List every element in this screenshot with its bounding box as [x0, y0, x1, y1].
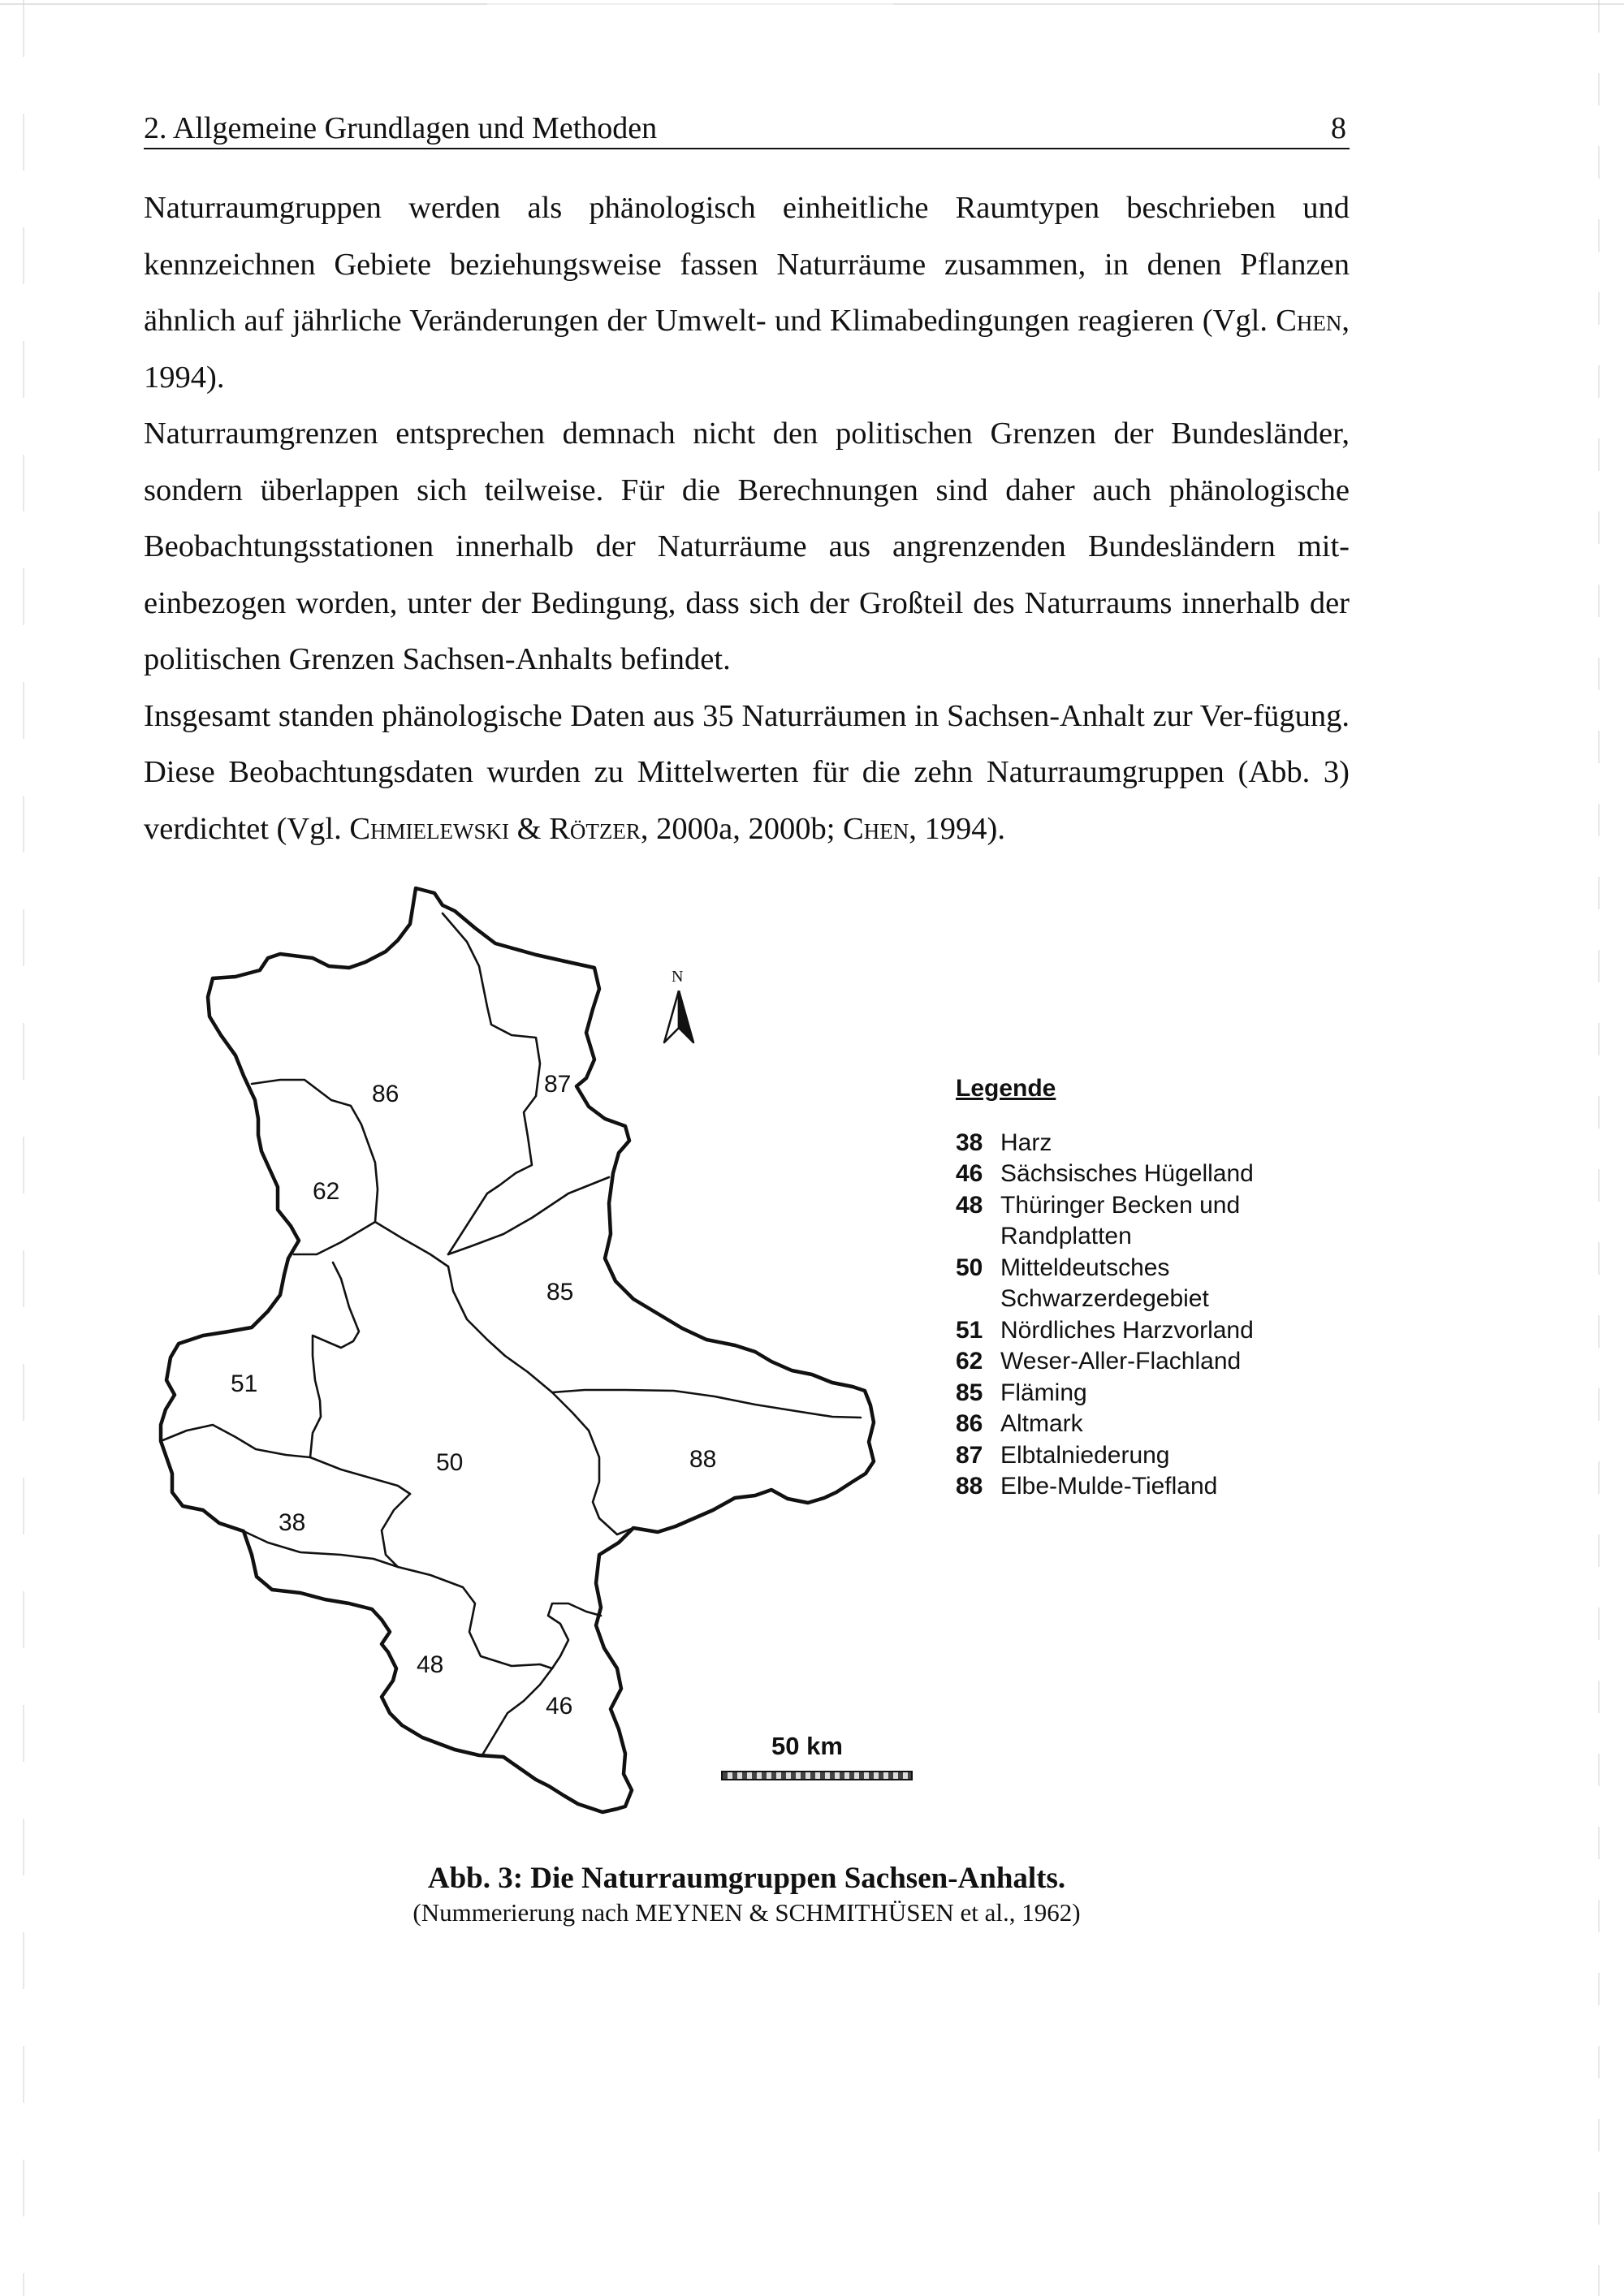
border-50-51-north: [310, 1262, 359, 1457]
north-label: N: [672, 968, 684, 986]
border-85-88: [552, 1390, 861, 1418]
paragraph-3: Insgesamt standen phänologische Daten aus 35 Naturräumen in Sachsen-Anhalt zur Ver-fügung. Diese Beobachtungsdaten wurden zu Mittelwerten für die zehn Naturraumgruppen (Abb. 3) verdichtet (Vgl. Chmielewski & Rötzer, 2000a, 2000b; Chen, 1994).: [144, 698, 1350, 846]
caption-title: Abb. 3: Die Naturraumgruppen Sachsen-Anhalts.: [427, 1862, 1066, 1895]
region-label-51: 51: [231, 1370, 258, 1397]
north-arrow: [661, 968, 702, 1057]
region-label-86: 86: [372, 1081, 400, 1107]
border-50-88: [552, 1392, 633, 1534]
legend-name: Fläming: [1000, 1379, 1087, 1406]
region-label-87: 87: [544, 1071, 572, 1098]
body-text: [144, 180, 1350, 857]
legend-name: Elbtalniederung: [1000, 1441, 1170, 1469]
legend-code: 87: [956, 1441, 983, 1469]
legend-item: [956, 1159, 1329, 1190]
page-number: 8: [1331, 111, 1346, 145]
legend-name: Weser-Aller-Flachland: [1000, 1348, 1242, 1375]
border-62-50: [294, 1222, 448, 1267]
region-label-38: 38: [279, 1509, 306, 1536]
scale-label: 50 km: [771, 1732, 843, 1760]
legend-name: Thüringer Becken und Randplatten: [1000, 1191, 1241, 1249]
legend-item: [956, 1346, 1329, 1378]
legend-item: [956, 1315, 1329, 1347]
border-38-50: [382, 1494, 410, 1567]
legend-item: [956, 1253, 1329, 1315]
legend-item: [956, 1128, 1329, 1159]
region-label-46: 46: [546, 1693, 573, 1720]
citation-chmielewski: Chmielewski: [349, 811, 510, 846]
region-label-50: 50: [436, 1449, 464, 1476]
legend-title: Legende: [956, 1075, 1056, 1102]
legend-item: [956, 1190, 1329, 1253]
region-label-85: 85: [546, 1279, 574, 1306]
scan-artifact-right: [1598, 0, 1600, 2296]
legend-code: 46: [956, 1160, 983, 1187]
citation-roetzer: Rötzer: [549, 811, 641, 846]
legend-code: 51: [956, 1316, 983, 1344]
paragraph-2: Naturraumgrenzen entsprechen demnach nicht den politischen Grenzen der Bundesländer, sondern überlappen sich teilweise. Für die Berechnungen sind daher auch phänologische Beobachtungsstationen innerhalb der Naturräume aus angrenzenden Bundesländern mit-einbezogen worden, unter der Bedingung, dass sich der Großteil des Naturraums innerhalb der politischen Grenzen Sachsen-Anhalts befindet.: [144, 416, 1350, 676]
border-85-50: [448, 1267, 552, 1392]
state-outline: [161, 888, 874, 1812]
figure-caption: [144, 1861, 1350, 1929]
region-label-88: 88: [689, 1446, 717, 1473]
border-50-46: [548, 1603, 601, 1668]
chapter-title: 2. Allgemeine Grundlagen und Methoden: [144, 111, 658, 145]
legend-name: Nördliches Harzvorland: [1000, 1316, 1254, 1344]
border-38-48: [244, 1531, 552, 1668]
border-51-38: [161, 1425, 410, 1494]
caption-note: (Nummerierung nach MEYNEN & SCHMITHÜSEN et al., 1962): [412, 1898, 1081, 1927]
citation-chen: Chen: [1276, 304, 1342, 338]
scan-artifact-left: [23, 0, 24, 2296]
paragraph-1: Naturraumgruppen werden als phänologisch einheitliche Raumtypen beschrieben und kennzeichnen Gebiete beziehungsweise fassen Naturräume zusammen, in denen Pflanzen ähnlich auf jährliche Veränderungen der Umwelt- und Klimabedingungen reagieren (Vgl. Chen, 1994).: [144, 191, 1350, 395]
map-legend: [956, 1073, 1329, 1503]
legend-item: [956, 1378, 1329, 1409]
legend-item: [956, 1471, 1329, 1503]
legend-code: 62: [956, 1348, 983, 1375]
scan-artifact-top: [0, 3, 1624, 5]
legend-item: [956, 1409, 1329, 1440]
legend-code: 50: [956, 1254, 983, 1281]
region-label-62: 62: [313, 1178, 340, 1205]
legend-code: 48: [956, 1191, 983, 1219]
map-figure: [138, 877, 950, 1827]
region-label-48: 48: [417, 1651, 444, 1678]
legend-code: 88: [956, 1473, 983, 1500]
north-arrow-icon: [661, 990, 702, 1047]
legend-name: Elbe-Mulde-Tiefland: [1000, 1473, 1218, 1500]
legend-name: Sächsisches Hügelland: [1000, 1160, 1254, 1187]
region-map: [138, 877, 950, 1827]
legend-name: Harz: [1000, 1129, 1052, 1156]
legend-code: 86: [956, 1410, 983, 1437]
legend-code: 38: [956, 1129, 983, 1156]
border-48-46: [483, 1668, 552, 1754]
legend-code: 85: [956, 1379, 983, 1406]
border-86-87: [443, 913, 540, 1254]
legend-name: Mitteldeutsches Schwarzerdegebiet: [1000, 1254, 1209, 1312]
legend-name: Altmark: [1000, 1410, 1083, 1437]
running-header: [144, 107, 1350, 149]
citation-chen: Chen: [843, 811, 909, 846]
legend-item: [956, 1440, 1329, 1472]
scale-rule: [721, 1771, 913, 1780]
